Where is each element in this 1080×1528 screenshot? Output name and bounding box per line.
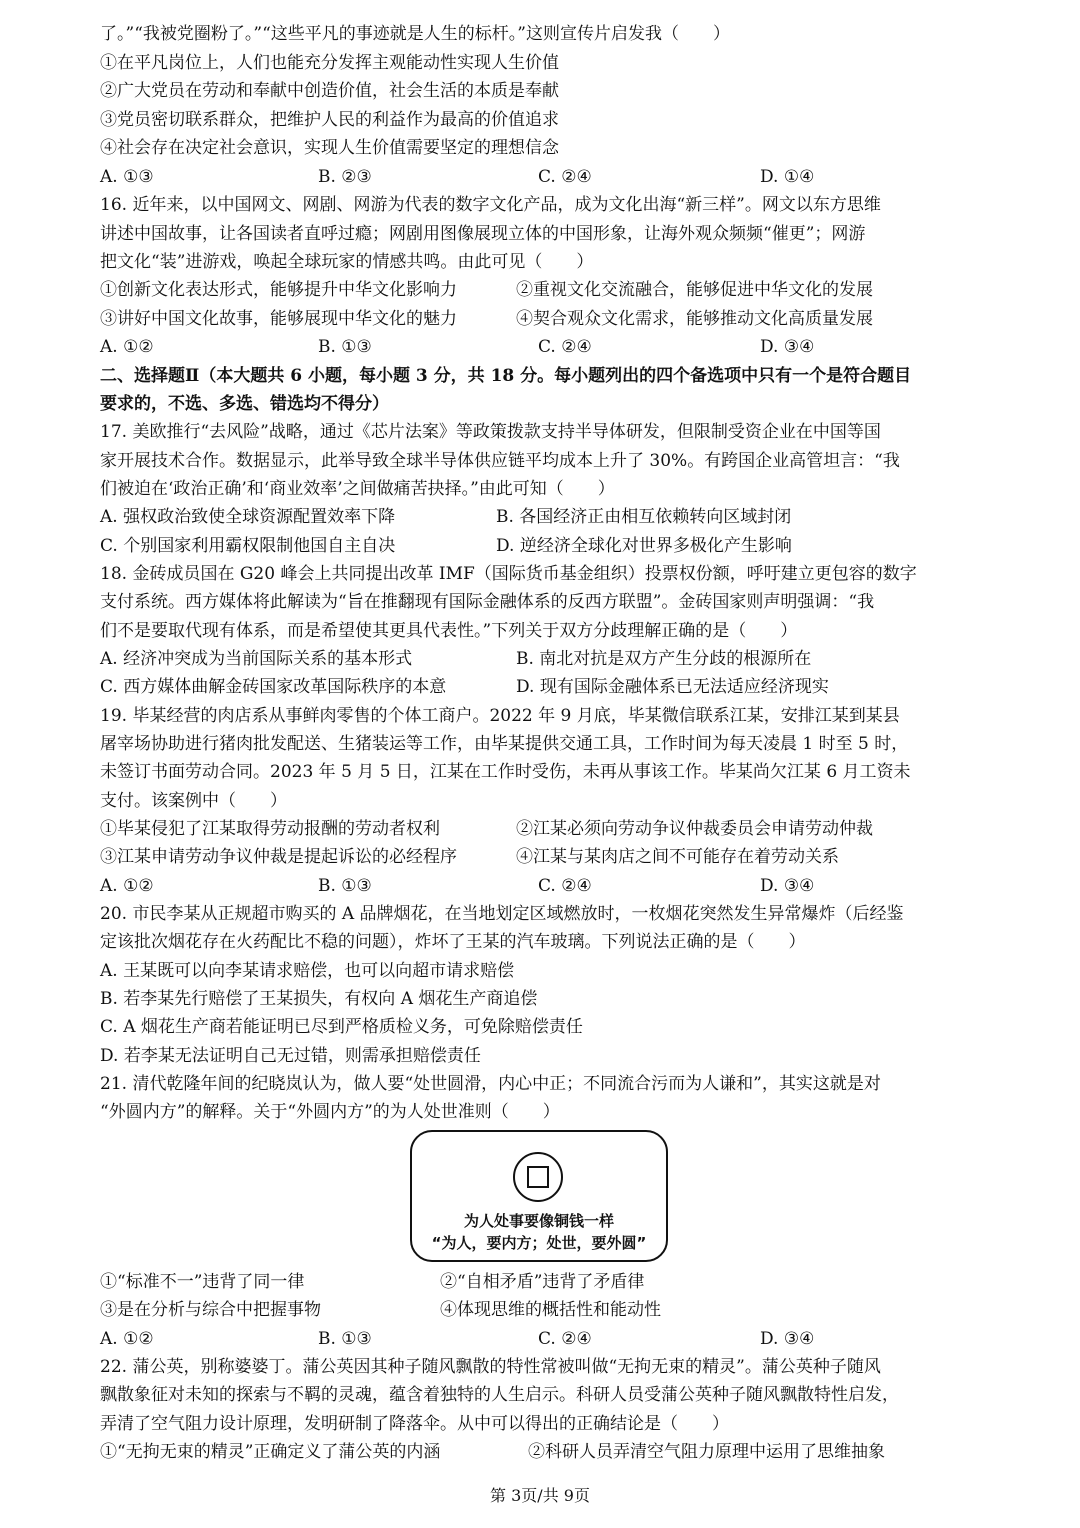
q19-option-d: D. ③④ <box>760 876 815 896</box>
q17-stem-3: 们被迫在‘政治正确’和‘商业效率’之间做痛苦抉择。”由此可知（ ） <box>100 479 615 499</box>
q15-option-d: D. ①④ <box>760 167 815 187</box>
q20-stem-2: 定该批次烟花存在火药配比不稳的问题），炸坏了王某的汽车玻璃。下列说法正确的是（ ） <box>100 932 806 952</box>
q22-stem-3: 弄清了空气阻力设计原理，发明研制了降落伞。从中可以得出的正确结论是（ ） <box>100 1414 729 1434</box>
q20-option-c: C. A 烟花生产商若能证明已尽到严格质检义务，可免除赔偿责任 <box>100 1017 583 1037</box>
q21-option-b: B. ①③ <box>318 1329 372 1349</box>
q16-option-d: D. ③④ <box>760 337 815 357</box>
q22-stem-2: 飘散象征对未知的探索与不羁的灵魂，蕴含着独特的人生启示。科研人员受蒲公英种子随风飘散特性启发， <box>100 1385 899 1405</box>
q19-item-2: ②江某必须向劳动争议仲裁委员会申请劳动仲裁 <box>516 819 873 839</box>
q21-option-a: A. ①② <box>100 1329 154 1349</box>
section2-heading-1: 二、选择题Ⅱ（本大题共 6 小题，每小题 3 分，共 18 分。每小题列出的四个备选项中只有一个是符合题目 <box>100 366 912 386</box>
q21-item-4: ④体现思维的概括性和能动性 <box>440 1300 661 1320</box>
q15-item-1: ①在平凡岗位上，人们也能充分发挥主观能动性实现人生价值 <box>100 53 559 73</box>
q19-stem-3: 未签订书面劳动合同。2023 年 5 月 5 日，江某在工作时受伤，未再从事该工作。毕某尚欠江某 6 月工资未 <box>100 762 911 782</box>
q16-stem-2: 讲述中国故事，让各国读者直呼过瘾；网剧用图像展现立体的中国形象，让海外观众频频“催更”；网游 <box>100 224 866 244</box>
q18-option-a: A. 经济冲突成为当前国际关系的基本形式 <box>100 649 413 669</box>
q16-item-1: ①创新文化表达形式，能够提升中华文化影响力 <box>100 280 457 300</box>
q18-stem-1: 18. 金砖成员国在 G20 峰会上共同提出改革 IMF（国际货币基金组织）投票权份额，呼吁建立更包容的数字 <box>100 564 917 584</box>
q19-option-a: A. ①② <box>100 876 154 896</box>
q19-option-b: B. ①③ <box>318 876 372 896</box>
q21-item-1: ①“标准不一”违背了同一律 <box>100 1272 305 1292</box>
q15-stem: 了。”“我被党圈粉了。”“这些平凡的事迹就是人生的标杆。”这则宣传片启发我（ ） <box>100 24 730 44</box>
q15-option-b: B. ②③ <box>318 167 372 187</box>
q19-option-c: C. ②④ <box>538 876 592 896</box>
q19-stem-4: 支付。该案例中（ ） <box>100 791 287 811</box>
q22-item-1: ①“无拘无束的精灵”正确定义了蒲公英的内涵 <box>100 1442 441 1462</box>
q16-stem-1: 16. 近年来，以中国网文、网剧、网游为代表的数字文化产品，成为文化出海“新三样”。网文以东方思维 <box>100 195 881 215</box>
q18-option-d: D. 现有国际金融体系已无法适应经济现实 <box>516 677 829 697</box>
q19-item-1: ①毕某侵犯了江某取得劳动报酬的劳动者权利 <box>100 819 440 839</box>
q21-stem-2: “外圆内方”的解释。关于“外圆内方”的为人处世准则（ ） <box>100 1102 560 1122</box>
q20-option-b: B. 若李某先行赔偿了王某损失，有权向 A 烟花生产商追偿 <box>100 989 538 1009</box>
q18-option-c: C. 西方媒体曲解金砖国家改革国际秩序的本意 <box>100 677 447 697</box>
q21-option-c: C. ②④ <box>538 1329 592 1349</box>
q22-item-2: ②科研人员弄清空气阻力原理中运用了思维抽象 <box>528 1442 885 1462</box>
q15-item-3: ③党员密切联系群众，把维护人民的利益作为最高的价值追求 <box>100 110 559 130</box>
coin-figure <box>410 1130 668 1262</box>
q19-stem-2: 屠宰场协助进行猪肉批发配送、生猪装运等工作，由毕某提供交通工具，工作时间为每天凌晨 1 时至 5 时， <box>100 734 909 754</box>
section2-heading-2: 要求的，不选、多选、错选均不得分） <box>100 394 389 414</box>
q16-stem-3: 把文化“装”进游戏，唤起全球玩家的情感共鸣。由此可见（ ） <box>100 252 594 272</box>
coin-square-hole <box>527 1166 549 1188</box>
q21-stem-1: 21. 清代乾隆年间的纪晓岚认为，做人要“处世圆滑，内心中正；不同流合污而为人谦和”，其实这就是对 <box>100 1074 881 1094</box>
q19-stem-1: 19. 毕某经营的肉店系从事鲜肉零售的个体工商户。2022 年 9 月底，毕某微信联系江某，安排江某到某县 <box>100 706 900 726</box>
q20-option-a: A. 王某既可以向李某请求赔偿，也可以向超市请求赔偿 <box>100 961 515 981</box>
q21-option-d: D. ③④ <box>760 1329 815 1349</box>
q17-stem-1: 17. 美欧推行“去风险”战略，通过《芯片法案》等政策拨款支持半导体研发，但限制受资企业在中国等国 <box>100 422 881 442</box>
q16-item-4: ④契合观众文化需求，能够推动文化高质量发展 <box>516 309 873 329</box>
q20-stem-1: 20. 市民李某从正规超市购买的 A 品牌烟花，在当地划定区域燃放时，一枚烟花突然发生异常爆炸（后经鉴 <box>100 904 904 924</box>
q16-item-3: ③讲好中国文化故事，能够展现中华文化的魅力 <box>100 309 457 329</box>
q17-option-b: B. 各国经济正由相互依赖转向区域封闭 <box>496 507 792 527</box>
coin-icon <box>513 1152 563 1202</box>
coin-caption-line1: 为人处事要像铜钱一样 <box>463 1212 614 1230</box>
q17-option-c: C. 个别国家利用霸权限制他国自主自决 <box>100 536 396 556</box>
page-number: 第 3页/共 9页 <box>490 1486 590 1505</box>
coin-caption-line2: “为人，要内方；处世，要外圆” <box>431 1234 647 1252</box>
q18-stem-2: 支付系统。西方媒体将此解读为“旨在推翻现有国际金融体系的反西方联盟”。金砖国家则声明强调：“我 <box>100 592 875 612</box>
q21-item-3: ③是在分析与综合中把握事物 <box>100 1300 321 1320</box>
q16-item-2: ②重视文化交流融合，能够促进中华文化的发展 <box>516 280 873 300</box>
q17-stem-2: 家开展技术合作。数据显示，此举导致全球半导体供应链平均成本上升了 30%。有跨国企业高管坦言：“我 <box>100 451 900 471</box>
q19-item-3: ③江某申请劳动争议仲裁是提起诉讼的必经程序 <box>100 847 457 867</box>
q15-item-4: ④社会存在决定社会意识，实现人生价值需要坚定的理想信念 <box>100 138 559 158</box>
q22-stem-1: 22. 蒲公英，别称婆婆丁。蒲公英因其种子随风飘散的特性常被叫做“无拘无束的精灵”。蒲公英种子随风 <box>100 1357 881 1377</box>
q19-item-4: ④江某与某肉店之间不可能存在着劳动关系 <box>516 847 839 867</box>
q16-option-a: A. ①② <box>100 337 154 357</box>
q15-item-2: ②广大党员在劳动和奉献中创造价值，社会生活的本质是奉献 <box>100 81 559 101</box>
q18-option-b: B. 南北对抗是双方产生分歧的根源所在 <box>516 649 812 669</box>
q16-option-c: C. ②④ <box>538 337 592 357</box>
q16-option-b: B. ①③ <box>318 337 372 357</box>
q21-item-2: ②“自相矛盾”违背了矛盾律 <box>440 1272 645 1292</box>
q15-option-c: C. ②④ <box>538 167 592 187</box>
q17-option-d: D. 逆经济全球化对世界多极化产生影响 <box>496 536 792 556</box>
q15-option-a: A. ①③ <box>100 167 154 187</box>
q20-option-d: D. 若李某无法证明自己无过错，则需承担赔偿责任 <box>100 1046 481 1066</box>
q18-stem-3: 们不是要取代现有体系，而是希望使其更具代表性。”下列关于双方分歧理解正确的是（ ） <box>100 621 798 641</box>
q17-option-a: A. 强权政治致使全球资源配置效率下降 <box>100 507 396 527</box>
